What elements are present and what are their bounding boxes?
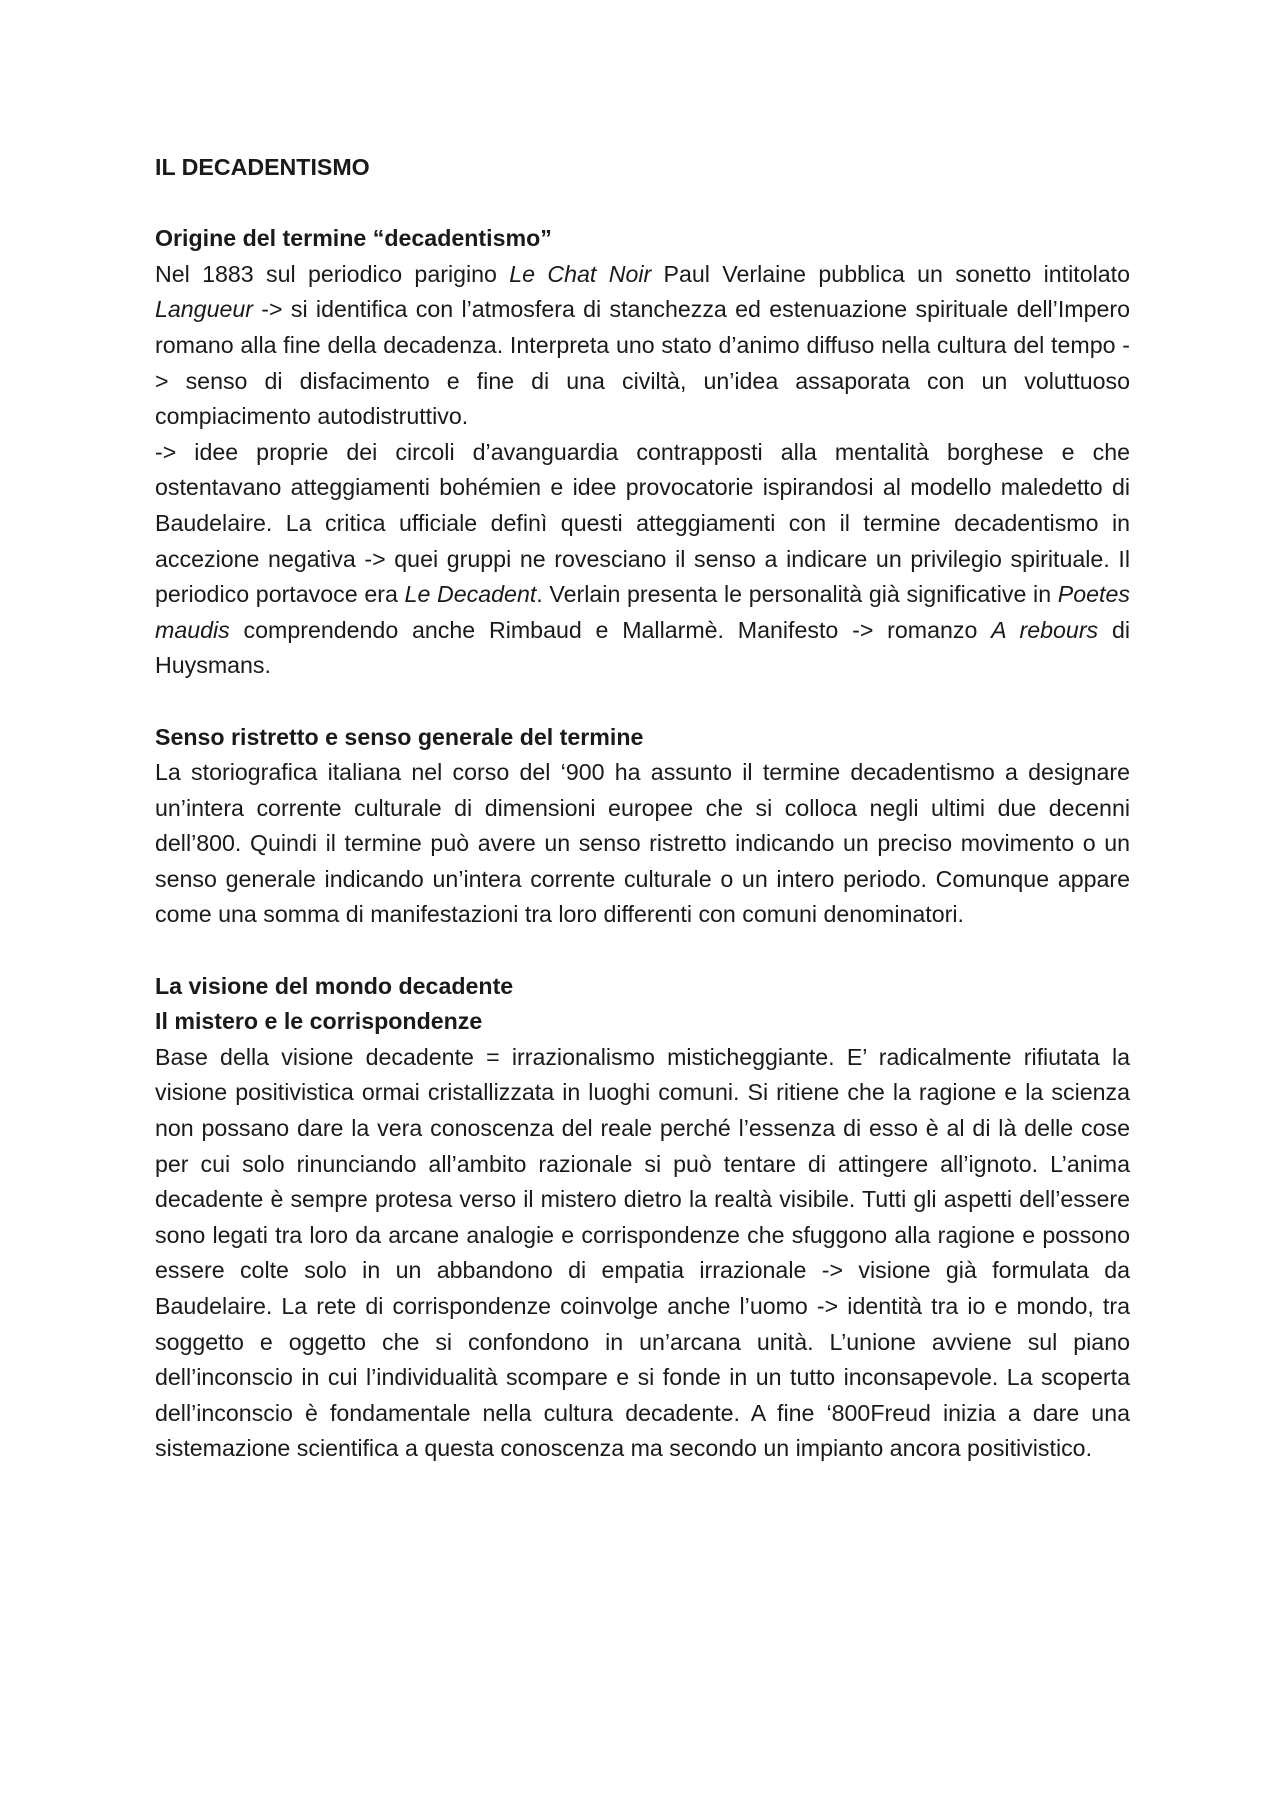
section-heading: Origine del termine “decadentismo” <box>155 225 552 252</box>
text-run: . Verlain presenta le personalità già significative in <box>536 581 1058 608</box>
paragraph <box>155 435 1130 684</box>
paragraph <box>155 755 1130 933</box>
document-title: IL DECADENTISMO <box>155 154 370 180</box>
paragraph <box>155 1040 1130 1467</box>
text-run: -> si identifica con l’atmosfera di stanchezza ed estenuazione spirituale dell’Impero romano alla fine della decadenza. Interpreta uno stato d’animo diffuso nella cultura del tempo -> senso di disfacimento e fine di una civiltà, un’idea assaporata con un voluttuoso compiacimento autodistruttivo. <box>155 296 1130 430</box>
text-run: comprendendo anche Rimbaud e Mallarmè. Manifesto -> romanzo <box>229 616 992 643</box>
italic-title: Le Chat Noir <box>509 260 652 287</box>
section-senso <box>155 720 1130 934</box>
section-visione <box>155 969 1130 1467</box>
italic-title: Langueur <box>155 296 253 323</box>
text-run: di Huysmans. <box>155 616 1130 679</box>
text-run: Base della visione decadente = irrazionalismo misticheggiante. E’ radicalmente rifiutata la visione positivistica ormai cristallizzata in luoghi comuni. Si ritiene che la ragione e la scienza non possano dare la vera conoscenza del reale perché l’essenza di esso è al di là delle cose per cui solo rinunciando all’ambito razionale si può tentare di attingere all’ignoto. L’anima decadente è sempre protesa verso il mistero dietro la realtà visibile. Tutti gli aspetti dell’essere sono legati tra loro da arcane analogie e corrispondenze che sfuggono alla ragione e possono essere colte solo in un abbandono di empatia irrazionale -> visione già formulata da Baudelaire. La rete di corrispondenze coinvolge anche l’uomo -> identità tra io e mondo, tra soggetto e oggetto che si confondono in un’arcana unità. L’unione avviene sul piano dell’inconscio in cui l’individualità scompare e si fonde in un tutto inconsapevole. La scoperta dell’inconscio è fondamentale nella cultura decadente. A fine ‘800Freud inizia a dare una sistemazione scientifica a questa conoscenza ma secondo un impianto ancora positivistico. <box>155 1043 1130 1462</box>
paragraph <box>155 257 1130 435</box>
italic-title: A rebours <box>991 616 1099 643</box>
italic-title: Le Decadent <box>404 581 537 608</box>
text-run: Paul Verlaine pubblica un sonetto intitolato <box>651 260 1130 287</box>
document-page <box>155 150 1130 1503</box>
italic-title: Poetes maudis <box>155 581 1130 643</box>
section-subheading: Il mistero e le corrispondenze <box>155 1008 483 1035</box>
text-run: -> idee proprie dei circoli d’avanguardia contrapposti alla mentalità borghese e che ostentavano atteggiamenti bohémien e idee provocatorie ispirandosi al modello maledetto di Baudelaire. La critica ufficiale definì questi atteggiamenti con il termine decadentismo in accezione negativa -> quei gruppi ne rovesciano il senso a indicare un privilegio spirituale. Il periodico portavoce era <box>155 438 1130 608</box>
section-heading: Senso ristretto e senso generale del termine <box>155 723 644 750</box>
text-run: Nel 1883 sul periodico parigino <box>155 260 510 287</box>
section-heading: La visione del mondo decadente <box>155 972 514 999</box>
text-run: La storiografica italiana nel corso del ‘900 ha assunto il termine decadentismo a designare un’intera corrente culturale di dimensioni europee che si colloca negli ultimi due decenni dell’800. Quindi il termine può avere un senso ristretto indicando un preciso movimento o un senso generale indicando un’intera corrente culturale o un intero periodo. Comunque appare come una somma di manifestazioni tra loro differenti con comuni denominatori. <box>155 759 1130 928</box>
section-origine <box>155 221 1130 684</box>
